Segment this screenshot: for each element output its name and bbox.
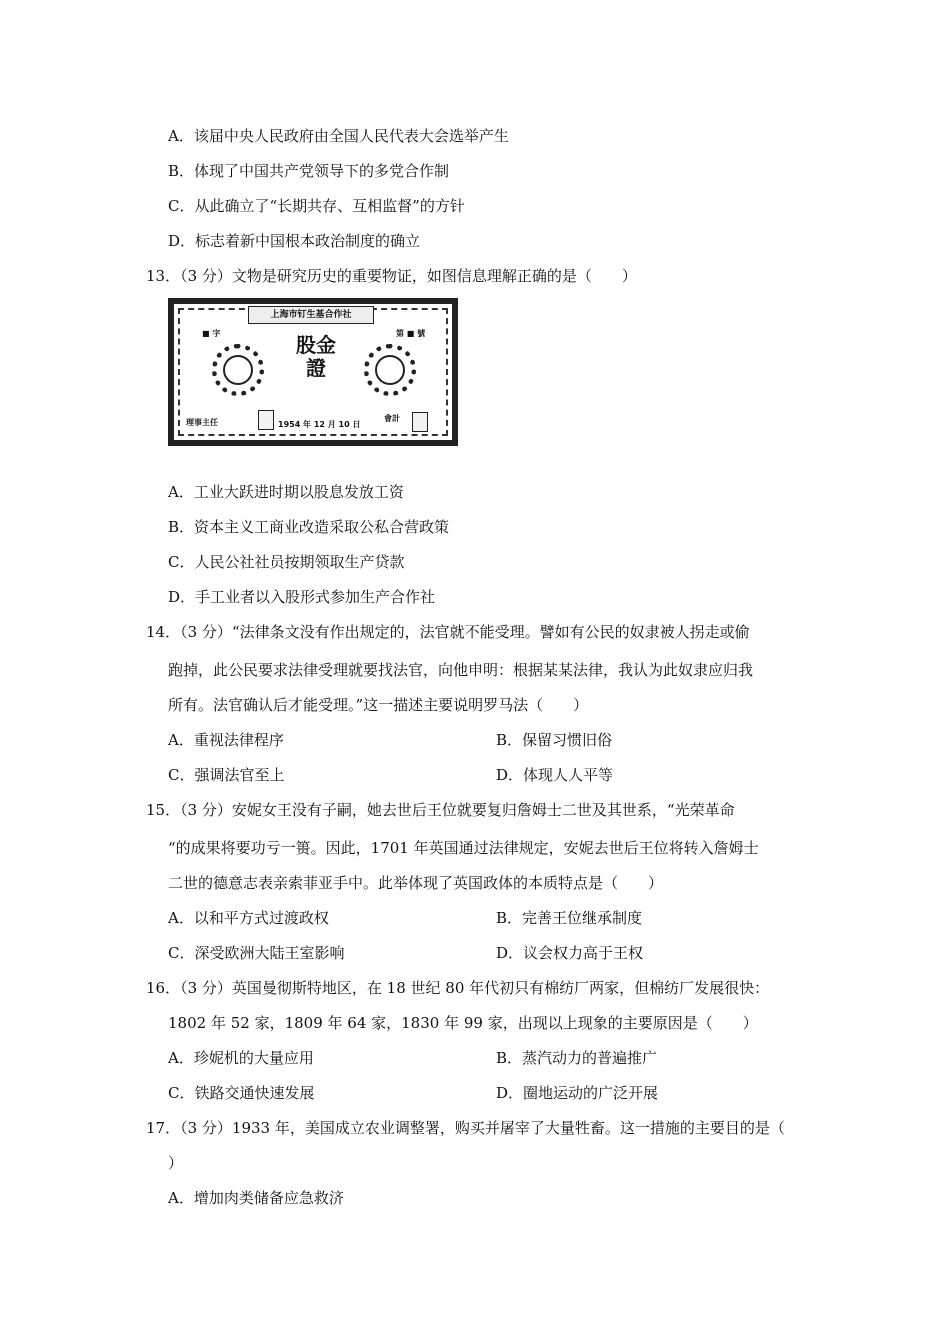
q15-stem-line1: 15．（3 分）安妮女王没有子嗣，她去世后王位就要复归詹姆士二世及其世系，“光荣革命 (146, 801, 735, 819)
certificate-right-top: 第 ■ 號 (396, 329, 426, 338)
q16-option-d: D．圈地运动的广泛开展 (496, 1084, 659, 1102)
q12-option-b: B．体现了中国共产党领导下的多党合作制 (168, 162, 450, 180)
q12-option-a: A．该届中央人民政府由全国人民代表大会选举产生 (168, 127, 509, 145)
q15-option-d: D．议会权力高于王权 (496, 944, 644, 962)
q14-option-b: B．保留习惯旧俗 (496, 731, 613, 749)
stamp-icon (412, 412, 428, 432)
q15-option-a: A．以和平方式过渡政权 (168, 909, 329, 927)
certificate-title: 股金證 (296, 333, 336, 380)
q13-option-b: B．资本主义工商业改造采取公私合营政策 (168, 518, 450, 536)
q17-stem-line1: 17．（3 分）1933 年，美国成立农业调整署，购买并屠宰了大量牲畜。这一措施的主要目的是（ (146, 1119, 785, 1137)
q17-stem-line2: ） (168, 1154, 184, 1172)
q13-stem: 13．（3 分）文物是研究历史的重要物证，如图信息理解正确的是（ ） (146, 267, 637, 285)
q15-stem-line3: 二世的德意志表亲索菲亚手中。此举体现了英国政体的本质特点是（ ） (168, 874, 664, 892)
share-certificate-image (168, 298, 458, 446)
q13-option-d: D．手工业者以入股形式参加生产合作社 (168, 588, 436, 606)
q15-stem-line2: “的成果将要功亏一篑。因此，1701 年英国通过法律规定，安妮去世后王位将转入詹姆士 (168, 839, 759, 857)
q17-option-a: A．增加肉类储备应急救济 (168, 1189, 344, 1207)
q16-option-c: C．铁路交通快速发展 (168, 1084, 315, 1102)
q13-option-c: C．人民公社社员按期领取生产贷款 (168, 553, 405, 571)
certificate-right-bottom: 會計 (384, 414, 400, 423)
q16-option-b: B．蒸汽动力的普遍推广 (496, 1049, 658, 1067)
q15-option-c: C．深受欧洲大陆王室影响 (168, 944, 345, 962)
q14-stem-line3: 所有。法官确认后才能受理。”这一描述主要说明罗马法（ ） (168, 696, 589, 714)
q14-option-a: A．重视法律程序 (168, 731, 284, 749)
q16-stem-line2: 1802 年 52 家，1809 年 64 家，1830 年 99 家，出现以上现象的主要原因是（ ） (168, 1014, 758, 1032)
q12-option-d: D．标志着新中国根本政治制度的确立 (168, 232, 421, 250)
certificate-header: 上海市钉生基合作社 (248, 306, 374, 324)
certificate-date: 1954 年 12 月 10 日 (278, 420, 361, 429)
q14-stem-line2: 跑掉，此公民要求法律受理就要找法官，向他申明：根据某某法律，我认为此奴隶应归我 (168, 661, 754, 679)
q13-option-a: A．工业大跃进时期以股息发放工资 (168, 483, 404, 501)
stamp-icon (258, 410, 274, 430)
q14-option-d: D．体现人人平等 (496, 766, 614, 784)
q12-option-c: C．从此确立了“长期共存、互相监督”的方针 (168, 197, 465, 215)
q14-stem-line1: 14．（3 分）“法律条文没有作出规定的，法官就不能受理。譬如有公民的奴隶被人拐走或偷 (146, 623, 750, 641)
q16-option-a: A．珍妮机的大量应用 (168, 1049, 314, 1067)
certificate-left-bottom: 理事主任 (186, 418, 218, 427)
q15-option-b: B．完善王位继承制度 (496, 909, 643, 927)
right-seal-icon (364, 344, 416, 396)
q16-stem-line1: 16．（3 分）英国曼彻斯特地区，在 18 世纪 80 年代初只有棉纺厂两家，但棉纺厂发展很快： (146, 979, 770, 997)
q14-option-c: C．强调法官至上 (168, 766, 285, 784)
certificate-left-top: ■ 字 (202, 329, 221, 338)
left-seal-icon (212, 344, 264, 396)
